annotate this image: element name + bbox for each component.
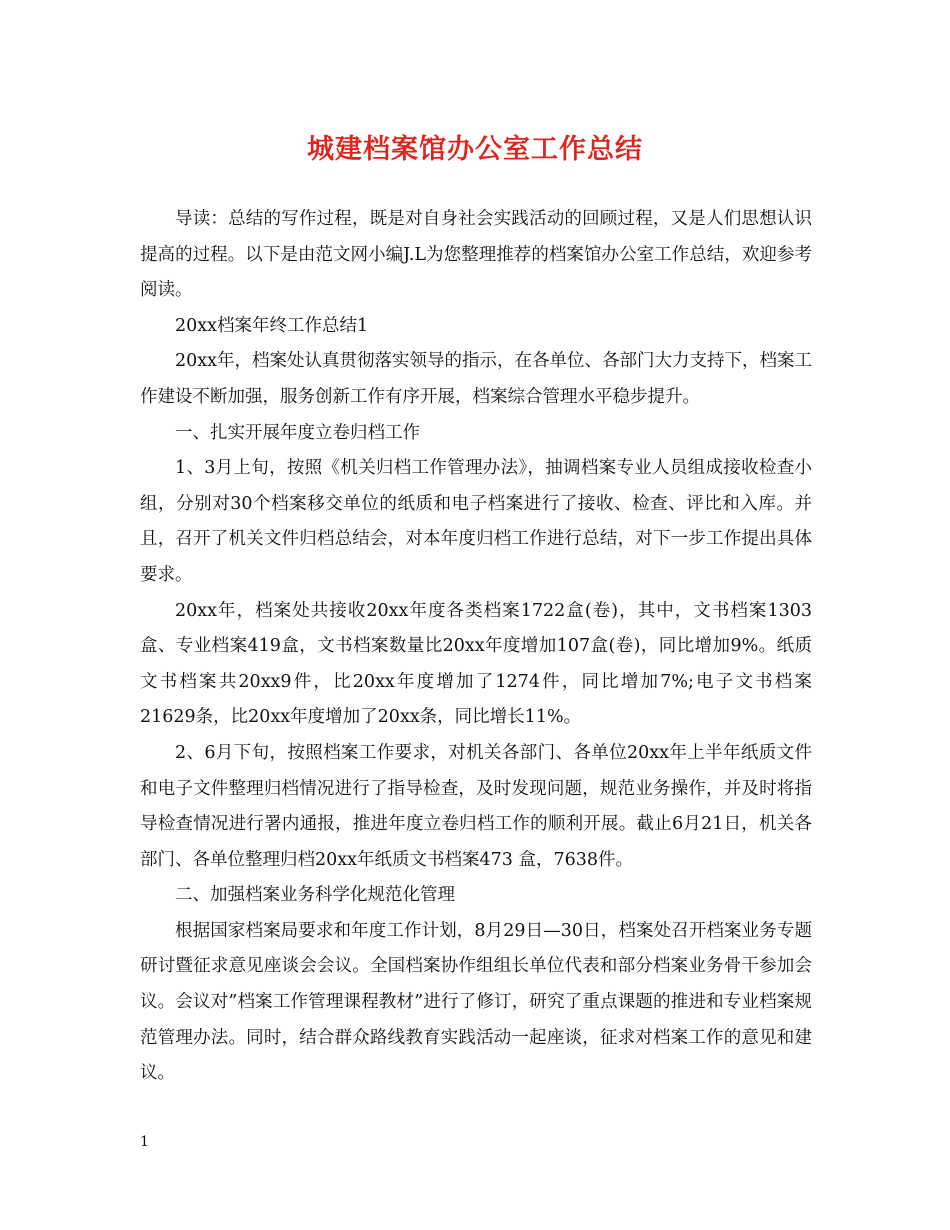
section-heading-2: 二、加强档案业务科学化规范化管理 — [175, 885, 455, 906]
paragraph-march: 1、3月上旬，按照《机关归档工作管理办法》，抽调档案专业人员组成接收检查小组，分别对30个档案移交单位的纸质和电子档案进行了接收、检查、评比和入库。并且，召开了机关文件归档总结会，对本年度归档工作进行总结，对下一步工作提出具体要求。 — [140, 458, 812, 585]
section-heading-1: 一、扎实开展年度立卷归档工作 — [175, 422, 420, 443]
paragraph-statistics: 20xx年，档案处共接收20xx年度各类档案1722盒(卷)，其中，文书档案1303盒、专业档案419盒，文书档案数量比20xx年度增加107盒(卷)，同比增加9%。纸质文书档案共20xx9件，比20xx年度增加了1274件，同比增加7%;电子文书档案 21629条，比20xx年度增加了20xx条，同比增长11%。 — [140, 600, 812, 728]
page-number: 1 — [140, 1134, 149, 1150]
document-title: 城建档案馆办公室工作总结 — [307, 134, 643, 165]
paragraph-august: 根据国家档案局要求和年度工作计划，8月29日—30日，档案处召开档案业务专题研讨暨征求意见座谈会会议。全国档案协作组组长单位代表和部分档案业务骨干参加会议。会议对”档案工作管理课程教材”进行了修订，研究了重点课题的推进和专业档案规范管理办法。同时，结合群众路线教育实践活动一起座谈，征求对档案工作的意见和建议。 — [140, 920, 812, 1084]
document-body — [140, 202, 812, 1092]
section-heading-summary-1: 20xx档案年终工作总结1 — [175, 315, 369, 336]
paragraph-june: 2、6月下旬，按照档案工作要求，对机关各部门、各单位20xx年上半年纸质文件和电子文件整理归档情况进行了指导检查，及时发现问题，规范业务操作，并及时将指导检查情况进行署内通报，推进年度立卷归档工作的顺利开展。截止6月21日，机关各部门、各单位整理归档20xx年纸质文书档案473 盒，7638件。 — [140, 742, 812, 870]
paragraph-intro: 导读：总结的写作过程，既是对自身社会实践活动的回顾过程，又是人们思想认识提高的过程。以下是由范文网小编J.L为您整理推荐的档案馆办公室工作总结，欢迎参考阅读。 — [140, 209, 812, 301]
paragraph-overview: 20xx年，档案处认真贯彻落实领导的指示，在各单位、各部门大力支持下，档案工作建设不断加强，服务创新工作有序开展，档案综合管理水平稳步提升。 — [140, 351, 813, 407]
